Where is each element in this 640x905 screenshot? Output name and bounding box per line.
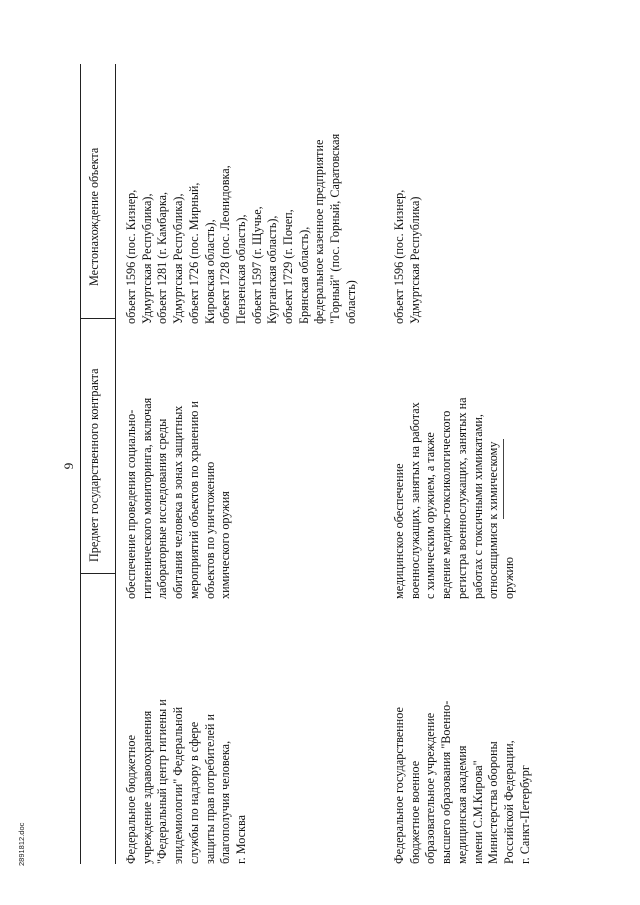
closing-separator-line — [503, 439, 504, 519]
page-number: 9 — [61, 462, 76, 470]
row1-location-line: Пензенская область), — [233, 214, 248, 324]
row1-org-line: "Федеральный центр гигиены и — [155, 699, 170, 864]
header-subject: Предмет государственного контракта — [87, 368, 101, 562]
row2-org-line: г. Санкт-Петербург — [517, 765, 532, 864]
row1-subject-line: лабораторные исследования среды — [155, 418, 170, 599]
row2-org-line: Федеральное государственное — [392, 707, 406, 864]
row2-subject-line: работах с токсичными химикатами, — [470, 414, 485, 599]
row2-org-line: медицинская академия — [454, 745, 469, 864]
row2-subject-line: с химическим оружием, а также — [423, 432, 438, 599]
row2-subject-line: относящимися к химическому — [486, 441, 501, 599]
row2-subject-line: медицинское обеспечение — [392, 463, 406, 599]
row1-location-line: Удмуртская Республика), — [139, 193, 154, 324]
row2-organization — [392, 701, 533, 864]
row2-location — [392, 190, 423, 324]
row2-org-line: Министерства обороны — [486, 741, 501, 864]
row1-subject-line: химического оружия — [218, 491, 233, 599]
row1-location-line: объект 1729 (г. Почеп, — [281, 209, 296, 324]
row1-org-line: защиты прав потребителей и — [202, 714, 217, 864]
header-location: Местонахождение объекта — [87, 147, 101, 286]
row2-org-line: высшего образования "Военно- — [439, 700, 454, 864]
row1-subject-line: мероприятий объектов по хранению и — [186, 401, 201, 599]
row1-location-line: область) — [343, 280, 358, 324]
row1-location-line: "Горный" (пос. Горный, Саратовская — [328, 133, 343, 324]
rotated-table-content — [60, 64, 532, 864]
row2-subject-line: ведение медико-токсикологического — [439, 410, 454, 599]
footer-filename: 2891812.doc — [17, 822, 26, 866]
row2-subject-line: военнослужащих, занятых на работах — [407, 402, 422, 599]
row1-subject-line: обитания человека в зонах защитных — [171, 405, 186, 599]
row2-location-line: Удмуртская Республика) — [407, 196, 422, 324]
row2-org-line: имени С.М.Кирова" — [470, 760, 485, 864]
row1-location-line: федеральное казенное предприятие — [312, 139, 327, 324]
row2-org-line: бюджетное военное — [407, 760, 422, 864]
row1-org-line: учреждение здравоохранения — [139, 710, 154, 864]
row1-location-line: объект 1728 (пос. Леонидовка, — [218, 165, 233, 324]
row1-location-line: объект 1596 (пос. Кизнер, — [124, 189, 138, 324]
row1-org-line: Федеральное бюджетное — [124, 734, 138, 864]
row1-location-line: Удмуртская Республика), — [171, 193, 186, 324]
table-top-rule — [80, 64, 81, 864]
row1-organization — [124, 699, 250, 864]
row1-org-line: благополучия человека, — [218, 740, 233, 864]
row1-location-line: объект 1726 (пос. Мирный, — [186, 182, 201, 324]
header-divider-1 — [80, 573, 116, 574]
header-divider-2 — [80, 318, 116, 319]
row2-subject-line: регистра военнослужащих, занятых на — [454, 397, 469, 599]
row1-subject — [124, 398, 234, 599]
row1-location-line: Кировская область), — [202, 219, 217, 324]
row1-location-line: Брянская область), — [296, 226, 311, 324]
row1-subject-line: обеспечение проведения социально- — [124, 409, 138, 599]
row2-subject — [392, 397, 518, 599]
header-bottom-rule — [115, 64, 116, 864]
row1-location-line: объект 1281 (г. Камбарка, — [155, 191, 170, 324]
row1-location-line: Курганская область), — [265, 215, 280, 324]
row2-subject-line: оружию — [501, 556, 516, 599]
row1-location — [124, 134, 360, 324]
row1-subject-line: гигиенического мониторинга, включая — [139, 397, 154, 599]
row2-org-line: Российской Федерации, — [501, 740, 516, 864]
row2-org-line: образовательное учреждение — [423, 712, 438, 864]
row1-org-line: эпидемиологии" Федеральной — [171, 706, 186, 864]
row1-org-line: г. Москва — [233, 815, 248, 864]
row1-location-line: объект 1597 (г. Щучье, — [249, 206, 264, 324]
row2-location-line: объект 1596 (пос. Кизнер, — [392, 189, 406, 324]
row1-subject-line: объектов по уничтожению — [202, 461, 217, 599]
row1-org-line: службы по надзору в сфере — [186, 721, 201, 864]
